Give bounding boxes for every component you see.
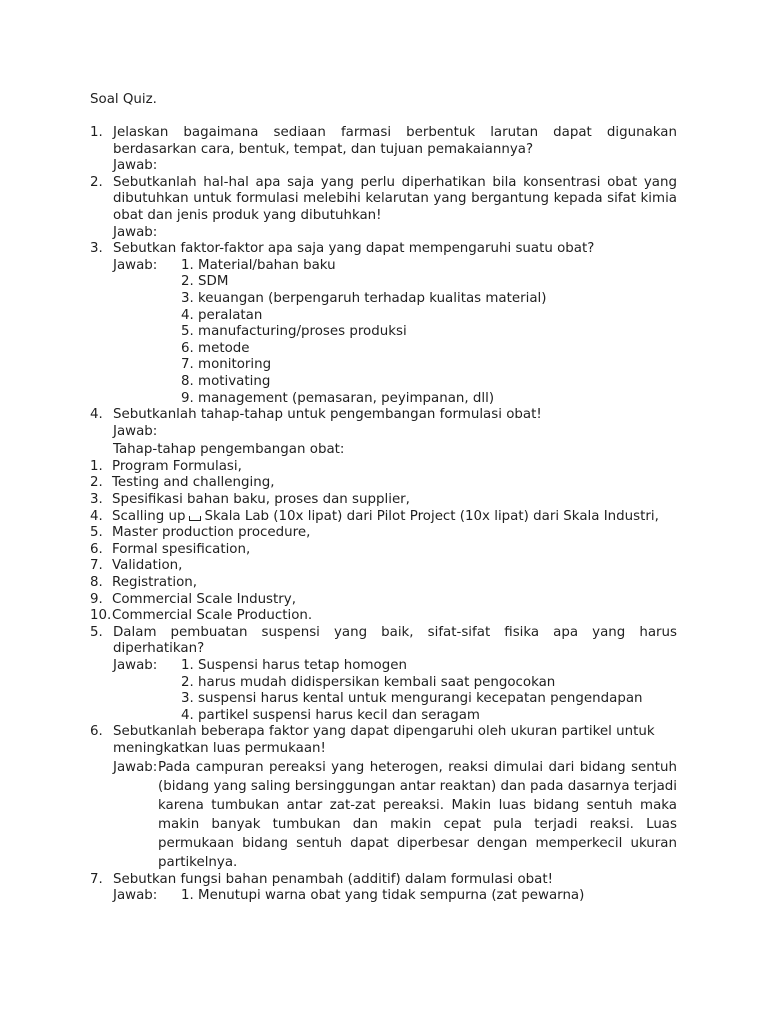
answer-item: 1. Menutupi warna obat yang tidak sempurna (zat pewarna) [181,888,585,904]
question-number: 1. [90,125,103,140]
question-number: 7. [90,871,103,887]
answer-item: 5. manufacturing/proses produksi [181,324,407,340]
list-text: Validation, [112,558,183,574]
list-number: 2. [90,475,103,491]
question-number: 2. [90,174,103,190]
question-3 [90,241,677,407]
list-text: Master production procedure, [112,525,311,541]
answer-item: 3. suspensi harus kental untuk mengurangi kecepatan pengendapan [181,691,643,707]
list-item [90,608,677,625]
question-1 [90,125,677,175]
answer-label: Jawab: [113,759,158,775]
answer-item: 4. partikel suspensi harus kecil dan seragam [181,707,480,723]
list-text: Testing and challenging, [112,475,275,491]
question-text: Sebutkan faktor-faktor apa saja yang dapat mempengaruhi suatu obat? [113,241,595,257]
answer-item: 1. Material/bahan baku [181,257,336,273]
list-number: 6. [90,541,103,557]
list-number: 8. [90,575,103,591]
question-text: Sebutkanlah hal-hal apa saja yang perlu diperhatikan bila konsentrasi obat yang dibutuhkan untuk formulasi melebihi kelarutan yang bergantung kepada sifat kimia obat dan jenis produk yang dibutuhkan! [113,174,677,223]
list-item [90,558,677,575]
list-text-continued: Skala Lab (10x lipat) dari Pilot Project (10x lipat) dari Skala Industri, [204,508,659,524]
question-5 [90,625,677,725]
question-2 [90,175,677,241]
list-number: 5. [90,525,103,541]
answer-item: 6. metode [181,340,250,356]
list-number: 1. [90,458,103,474]
arrow-icon [189,516,201,521]
list-text: Spesifikasi bahan baku, proses dan supplier, [112,492,410,508]
question-number: 4. [90,407,103,423]
list-item [90,592,677,609]
list-item [90,542,677,559]
answer-label: Jawab: [113,658,158,673]
answer-block [113,758,677,872]
answer-block [113,258,677,407]
question-text: Jelaskan bagaimana sediaan farmasi berbentuk larutan dapat digunakan berdasarkan cara, bentuk, tempat, dan tujuan pemakaiannya? [113,125,677,157]
question-number: 3. [90,241,103,257]
answer-label: Jawab: [113,224,158,240]
list-text: Program Formulasi, [112,458,242,474]
answer-item: 1. Suspensi harus tetap homogen [181,658,407,673]
question-text: Sebutkanlah tahap-tahap untuk pengembangan formulasi obat! [113,407,542,423]
document-title: Soal Quiz. [90,92,157,107]
list-text: Commercial Scale Production. [112,608,313,624]
development-steps-list [90,459,677,625]
question-7 [90,872,677,905]
answer-item: 9. management (pemasaran, peyimpanan, dll) [181,390,495,406]
answer-item: 3. keuangan (berpengaruh terhadap kualitas material) [181,290,547,306]
list-text: Registration, [112,575,198,591]
answer-label: Jawab: [113,423,158,439]
answer-heading: Tahap-tahap pengembangan obat: [113,442,345,458]
list-item [90,575,677,592]
question-number: 6. [90,724,103,740]
answer-item: 7. monitoring [181,357,272,373]
answer-item: 4. peralatan [181,307,263,323]
list-item [90,459,677,476]
answer-item: 2. harus mudah didispersikan kembali saat pengocokan [181,674,556,690]
question-4 [90,407,677,459]
list-number: 3. [90,492,103,508]
answer-label: Jawab: [113,888,158,904]
list-text: Commercial Scale Industry, [112,591,296,607]
question-text: Sebutkanlah beberapa faktor yang dapat dipengaruhi oleh ukuran partikel untuk meningkatkan luas permukaan! [113,724,655,756]
list-number: 4. [90,508,103,524]
answer-label: Jawab: [113,257,158,273]
list-number: 7. [90,558,103,574]
answer-label: Jawab: [113,158,158,174]
list-item [90,492,677,509]
answer-paragraph: Pada campuran pereaksi yang heterogen, reaksi dimulai dari bidang sentuh (bidang yang saling bersinggungan antar reaktan) dan pada dasarnya terjadi karena tumbukan antar zat-zat pereaksi. Makin luas bidang sentuh maka makin banyak tumbukan dan makin cepat pula terjadi reaksi. Luas permukaan bidang sentuh dapat diperbesar dengan memperkecil ukuran partikelnya. [158,759,677,870]
list-item [90,475,677,492]
question-6 [90,724,677,871]
list-text: Scalling up [112,508,186,524]
answer-item: 8. motivating [181,373,271,389]
list-number: 9. [90,591,103,607]
answer-block [113,658,677,724]
question-text: Sebutkan fungsi bahan penambah (additif) dalam formulasi obat! [113,871,554,887]
answer-block [113,888,677,905]
quiz-list [90,125,677,905]
answer-item: 2. SDM [181,274,229,290]
question-text: Dalam pembuatan suspensi yang baik, sifat-sifat fisika apa yang harus diperhatikan? [113,624,677,657]
list-number: 10. [90,608,112,624]
list-item [90,509,677,526]
list-item [90,525,677,542]
question-number: 5. [90,624,103,640]
list-text: Formal spesification, [112,541,251,557]
